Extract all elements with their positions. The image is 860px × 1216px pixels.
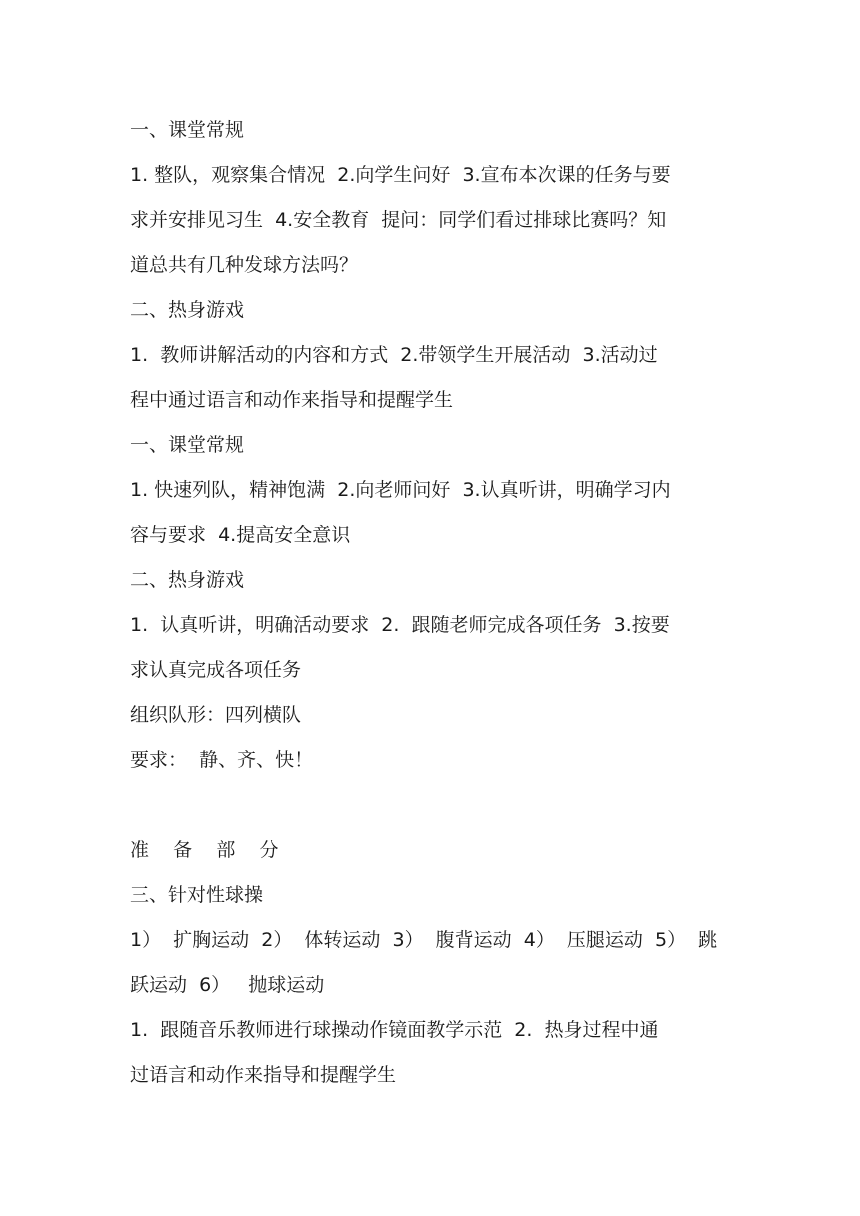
- paragraph-line: 1. 教师讲解活动的内容和方式 2.带领学生开展活动 3.活动过: [130, 344, 658, 366]
- formation-line: 组织队形：四列横队: [130, 704, 302, 726]
- section-heading-class-routine: 一、课堂常规: [130, 119, 245, 141]
- blank-line: [130, 783, 730, 828]
- paragraph-line: 1. 整队，观察集合情况 2.向学生问好 3.宣布本次课的任务与要: [130, 164, 671, 186]
- paragraph-line: 1. 认真听讲，明确活动要求 2. 跟随老师完成各项任务 3.按要: [130, 614, 670, 636]
- paragraph-line: 容与要求 4.提高安全意识: [130, 524, 351, 546]
- section-heading-ball-exercise: 三、针对性球操: [130, 884, 264, 906]
- section-heading-warmup-game: 二、热身游戏: [130, 569, 245, 591]
- section-heading-warmup-game: 二、热身游戏: [130, 299, 245, 321]
- paragraph-line: 道总共有几种发球方法吗？: [130, 254, 359, 276]
- paragraph-line: 求并安排见习生 4.安全教育 提问：同学们看过排球比赛吗？知: [130, 209, 667, 231]
- paragraph-line: 1） 扩胸运动 2） 体转运动 3） 腹背运动 4） 压腿运动 5） 跳: [130, 929, 718, 951]
- paragraph-line: 过语言和动作来指导和提醒学生: [130, 1064, 397, 1086]
- part-title-preparation: 准 备 部 分: [130, 839, 279, 861]
- paragraph-line: 1. 快速列队，精神饱满 2.向老师问好 3.认真听讲，明确学习内: [130, 479, 671, 501]
- paragraph-line: 1. 跟随音乐教师进行球操动作镜面教学示范 2. 热身过程中通: [130, 1019, 659, 1041]
- paragraph-line: 跃运动 6） 抛球运动: [130, 974, 325, 996]
- paragraph-line: 程中通过语言和动作来指导和提醒学生: [130, 389, 454, 411]
- section-heading-class-routine: 一、课堂常规: [130, 434, 245, 456]
- document-page: [130, 108, 730, 1098]
- paragraph-line: 求认真完成各项任务: [130, 659, 302, 681]
- requirement-line: 要求： 静、齐、快！: [130, 749, 314, 771]
